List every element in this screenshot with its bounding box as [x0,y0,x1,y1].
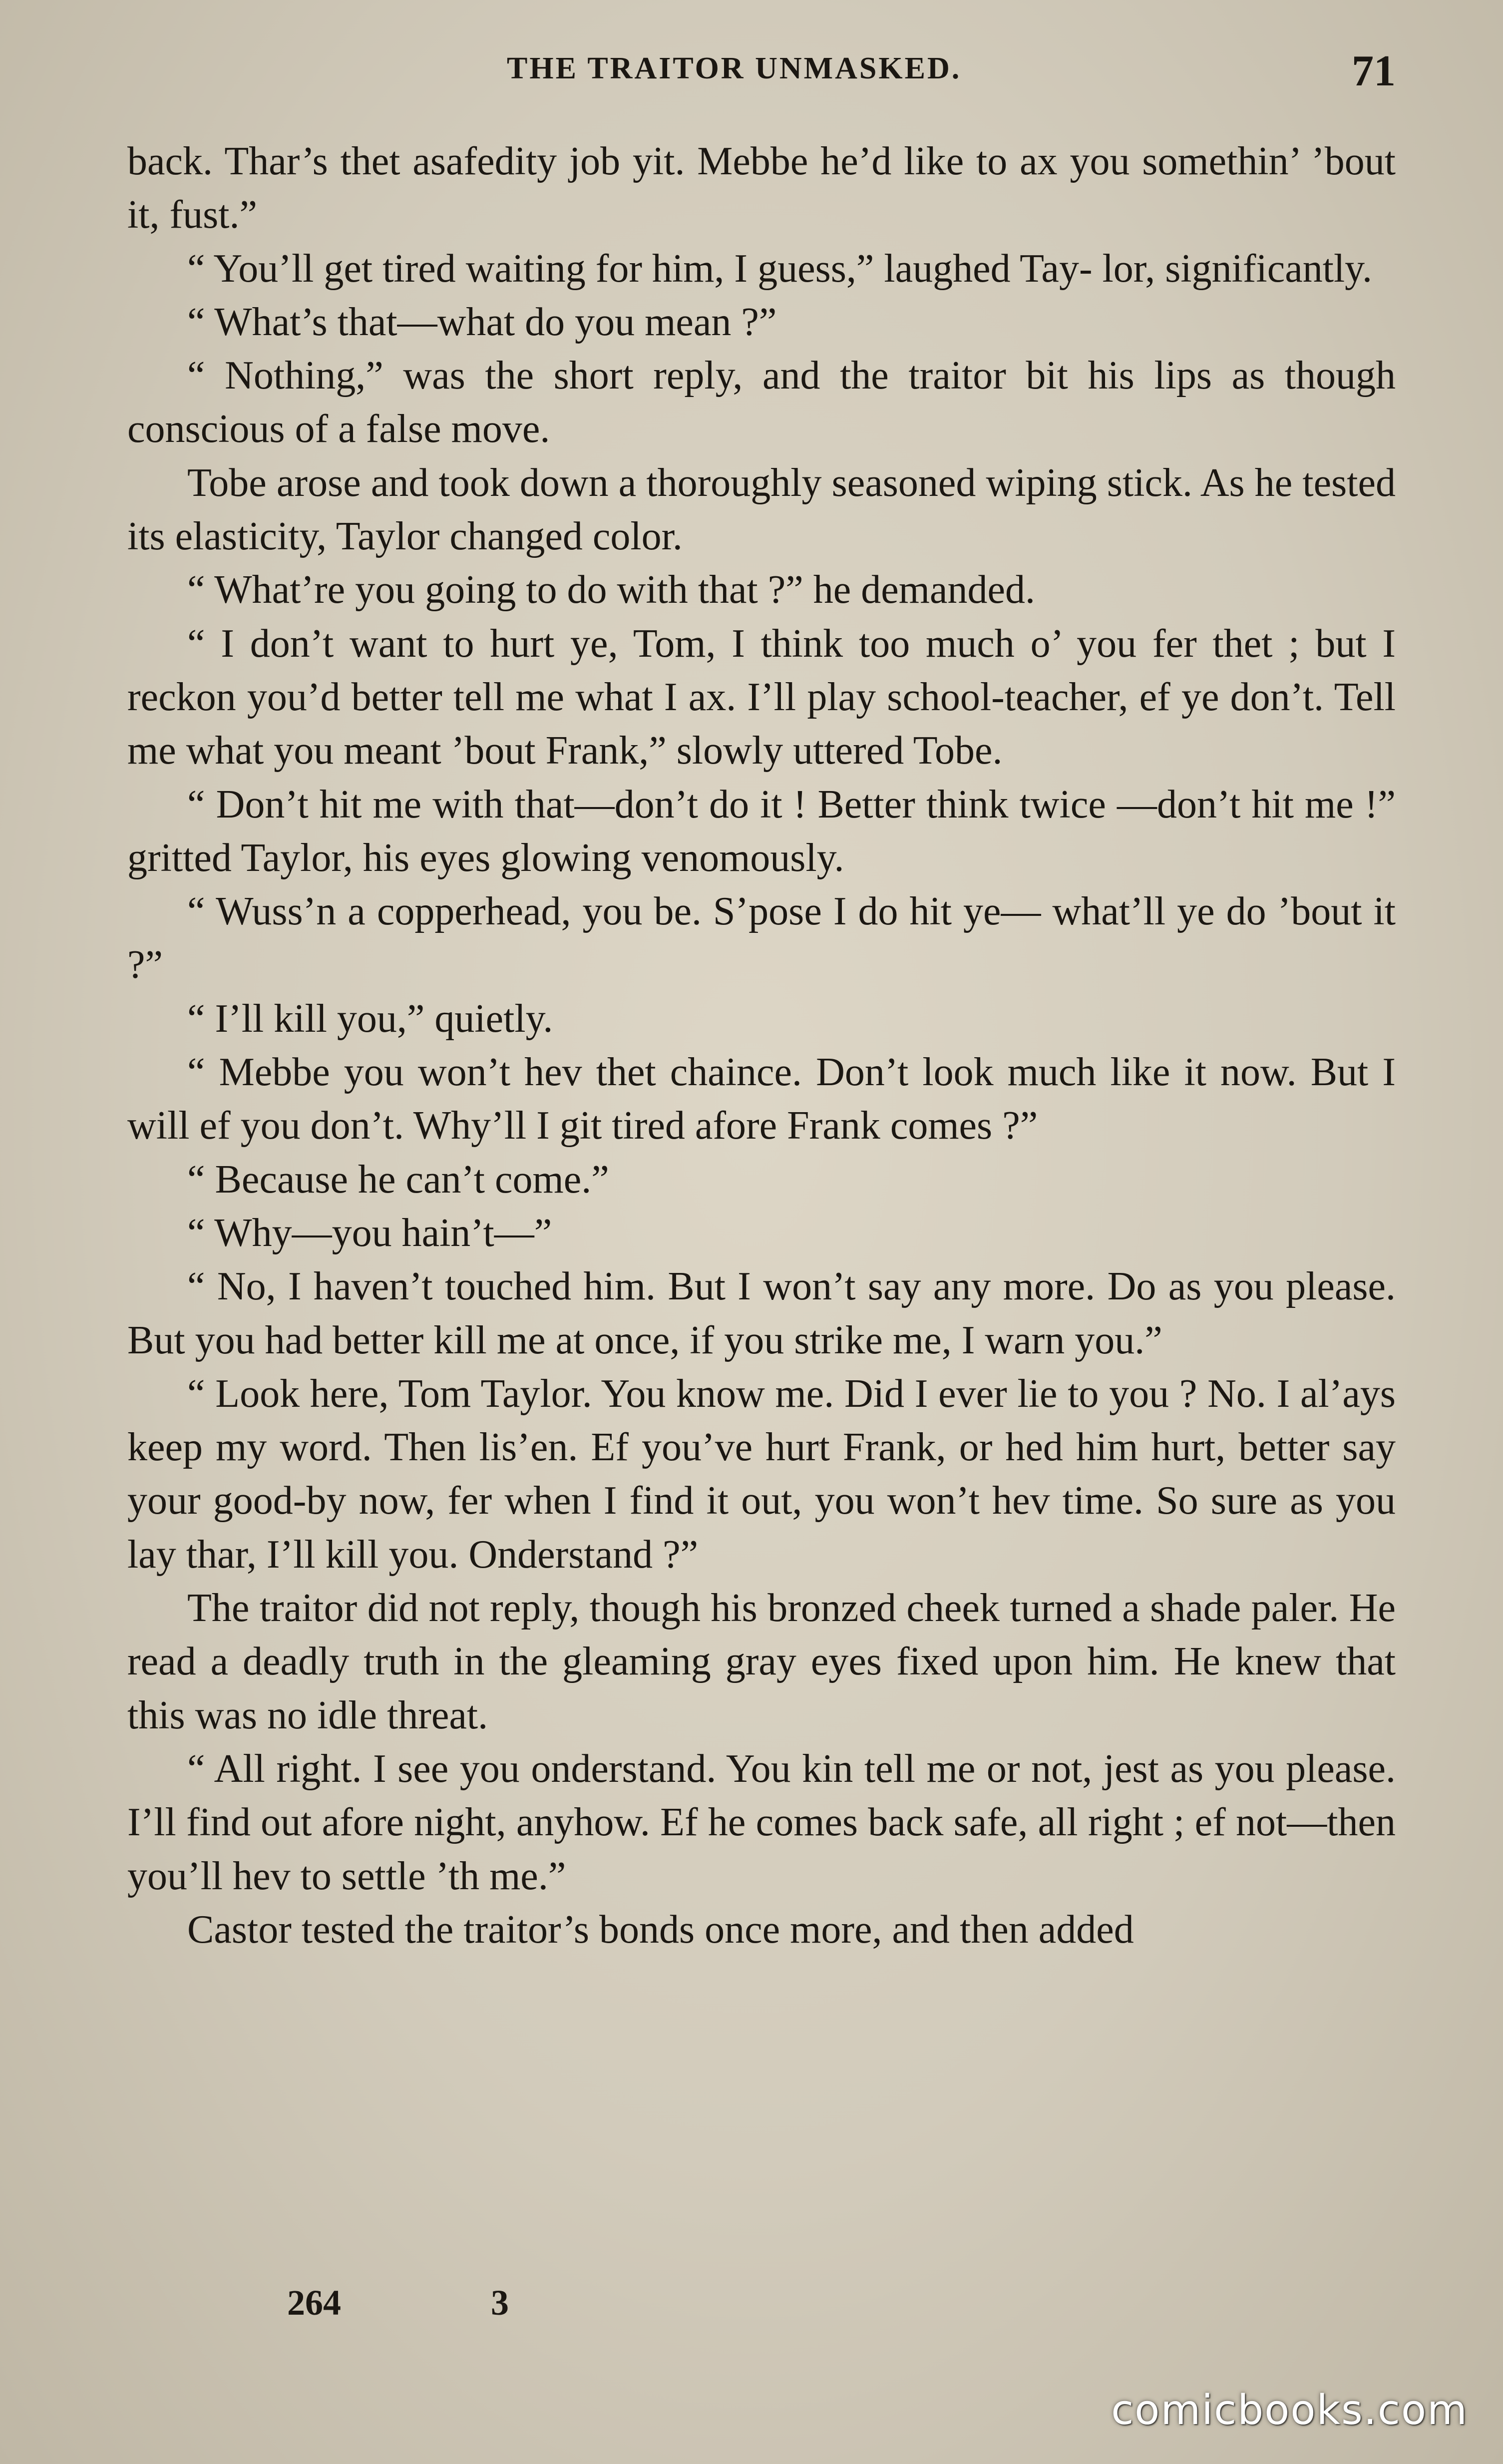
paragraph [127,1153,1396,1207]
paragraph [127,1207,1396,1260]
paragraph [127,242,1396,296]
text-line: “ Wuss’n a copperhead, you be. S’pose I do hit ye— [187,889,1041,934]
paragraph [127,1742,1396,1903]
text-line: “ Nothing,” was the short reply, and the traitor bit his lips [187,354,1212,398]
paragraph [127,1367,1396,1582]
text-line: “ I’ll kill you,” quietly. [187,996,553,1041]
text-line: a shade paler. He read a deadly truth in the gleaming gray [127,1586,1396,1684]
text-line: play school-teacher, ef ye don’t. Tell me what you meant [127,675,1396,773]
text-line: lie to you ? No. I al’ays keep my word. Then lis’en. Ef [127,1371,1396,1470]
text-line: eyes fixed upon him. He knew that this was no idle threat. [127,1640,1396,1737]
text-line: “ No, I haven’t touched him. But I won’t say any more. [187,1264,1096,1309]
paragraph [127,1582,1396,1742]
printer-signature-marks [287,2282,509,2324]
text-line: “ I don’t want to hurt ye, Tom, I think too much o’ you [187,621,1137,666]
text-line: back. Thar’s thet asafedity job yit. Mebbe he’d like to ax [127,139,1058,183]
page-number: 71 [1352,47,1396,95]
text-line: “ Mebbe you won’t hev thet chaince. Don’t look much like [187,1050,1170,1095]
text-line: “ Look here, Tom Taylor. You know me. Did I ever [187,1371,1007,1416]
text-line: fer thet ; but I reckon you’d better tell me what I ax. I’ll [127,621,1396,719]
running-title: THE TRAITOR UNMASKED. [507,51,962,85]
text-line: Castor tested the traitor’s bonds once more, and then added [187,1907,1134,1952]
text-line: Ef he comes back safe, all right ; ef not—then you’ll hev to [127,1800,1396,1898]
text-line: Do as you please. But you had better kill me at once, if [127,1264,1396,1362]
text-line: “ What’re you going to do with that ?” he demanded. [187,568,1036,612]
text-line: lor, significantly. [1102,246,1372,291]
text-line: you strike me, I warn you.” [724,1318,1162,1362]
text-line: “ You’ll get tired waiting for him, I guess,” laughed Tay- [187,246,1093,291]
text-line: you lay thar, I’ll kill you. Onderstand ?” [127,1479,1396,1577]
text-line: “ Why—you hain’t—” [187,1211,552,1255]
paragraph [127,135,1396,242]
text-line: settle ’th me.” [341,1854,566,1898]
paragraph [127,349,1396,456]
text-line: it now. But I will ef you don’t. Why’ll I git tired afore [127,1050,1396,1148]
text-line: ’bout Frank,” slowly uttered Tobe. [451,729,1003,773]
text-line: Frank comes ?” [787,1104,1038,1148]
text-line: now, fer when I find it out, you won’t hev time. So sure as [359,1479,1323,1523]
text-line: not, jest as you please. I’ll find out afore night, anyhow. [127,1746,1396,1845]
paragraph [127,1046,1396,1153]
body-text [127,135,1396,1957]
text-line: “ Because he can’t come.” [187,1157,609,1202]
paragraph [127,778,1396,885]
paragraph [127,563,1396,617]
paragraph [127,885,1396,992]
text-line: stick. As he tested its elasticity, Taylor changed color. [127,460,1396,559]
paragraph [127,992,1396,1046]
paragraph [127,456,1396,564]
paragraph [127,296,1396,349]
paragraph [127,1260,1396,1367]
text-line: The traitor did not reply, though his bronzed cheek turned [187,1586,1112,1631]
text-line: “ What’s that—what do you mean ?” [187,300,777,344]
text-line: “ All right. I see you onderstand. You kin tell me or [187,1746,1020,1791]
paragraph [127,617,1396,778]
paragraph [127,1903,1396,1957]
text-line: you somethin’ ’bout it, fust.” [127,139,1396,237]
text-line: Tobe arose and took down a thoroughly seasoned wiping [187,460,1097,505]
watermark: comicbooks.com [1111,2387,1468,2434]
page-header [127,46,1396,111]
signature-number-left: 264 [287,2283,341,2323]
text-line: you’ve hurt Frank, or hed him hurt, better say your good-by [127,1425,1396,1523]
text-line: what’ll ye do ’bout it ?” [127,889,1396,987]
text-line: —don’t hit me !” gritted Taylor, his eyes glowing venomously. [127,782,1396,880]
signature-number-right: 3 [491,2283,509,2323]
text-line: as though conscious of a false move. [127,354,1396,451]
text-line: “ Don’t hit me with that—don’t do it ! Better think twice [187,782,1106,826]
